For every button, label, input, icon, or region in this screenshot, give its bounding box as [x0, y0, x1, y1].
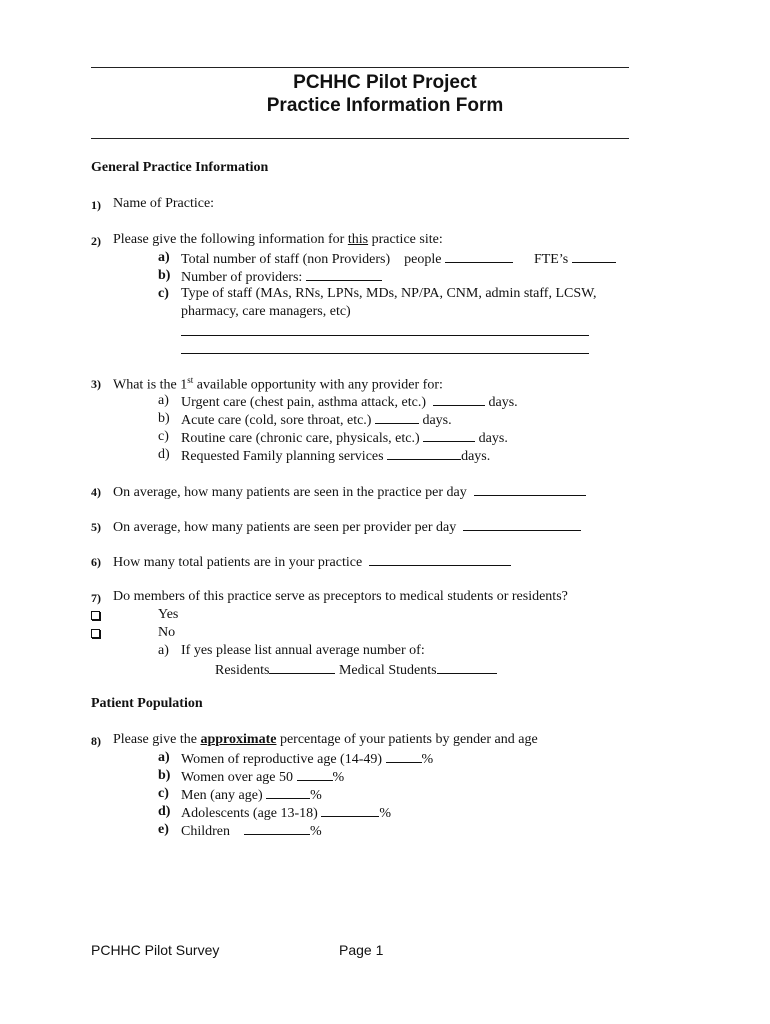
question-number: 2): [91, 234, 101, 248]
question-6-text: How many total patients are in your practice: [113, 553, 511, 571]
form-subtitle: Practice Information Form: [266, 95, 504, 116]
patients-per-provider-blank[interactable]: [463, 518, 581, 531]
emphasis-this: this: [347, 232, 369, 247]
children-blank[interactable]: [244, 822, 310, 835]
people-blank[interactable]: [445, 250, 513, 263]
no-label: No: [158, 625, 176, 640]
item-letter: a): [158, 643, 169, 658]
staff-type-answer-line-2[interactable]: [181, 353, 589, 354]
item-letter: c): [158, 429, 169, 444]
item-letter: b): [158, 411, 170, 426]
men-item: Men (any age) %: [181, 788, 322, 803]
question-number: 5): [91, 520, 101, 534]
header-rule-bottom: [91, 138, 629, 139]
family-planning-item: Requested Family planning services days.: [181, 449, 491, 464]
header-rule-top: [91, 67, 629, 68]
question-7-text: Do members of this practice serve as preceptors to medical students or residents?: [113, 589, 568, 604]
women-over-50-item: Women over age 50 %: [181, 770, 345, 785]
form-title: PCHHC Pilot Project: [293, 72, 477, 93]
women-reproductive-item: Women of reproductive age (14-49) %: [181, 752, 434, 767]
item-letter: e): [158, 822, 169, 837]
no-checkbox[interactable]: [91, 629, 100, 638]
acute-care-item: Acute care (cold, sore throat, etc.) days.: [181, 413, 452, 428]
item-letter: c): [158, 286, 169, 301]
children-item: Children %: [181, 824, 322, 839]
patients-per-day-blank[interactable]: [474, 483, 586, 496]
question-8-text: Please give the approximate percentage of your patients by gender and age: [113, 732, 538, 747]
question-number: 6): [91, 555, 101, 569]
footer-survey-name: PCHHC Pilot Survey: [91, 942, 220, 958]
acute-care-blank[interactable]: [375, 411, 419, 424]
medical-students-blank[interactable]: [437, 661, 497, 674]
family-planning-blank[interactable]: [387, 447, 461, 460]
question-3-text: What is the 1st available opportunity with any provider for:: [113, 375, 443, 393]
yes-checkbox[interactable]: [91, 611, 100, 620]
question-number: 4): [91, 485, 101, 499]
footer-page-number: Page 1: [339, 942, 384, 958]
preceptor-counts: Residents Medical Students: [215, 661, 497, 679]
urgent-care-blank[interactable]: [433, 393, 485, 406]
item-letter: d): [158, 804, 171, 819]
question-number: 3): [91, 377, 101, 391]
adolescents-item: Adolescents (age 13-18) %: [181, 806, 392, 821]
question-number: 1): [91, 198, 101, 212]
men-blank[interactable]: [266, 786, 310, 799]
emphasis-approximate: approximate: [200, 732, 277, 747]
fte-blank[interactable]: [572, 250, 616, 263]
staff-type-item-cont: pharmacy, care managers, etc): [181, 304, 351, 319]
residents-blank[interactable]: [269, 661, 335, 674]
yes-label: Yes: [158, 607, 179, 622]
women-reproductive-blank[interactable]: [386, 750, 422, 763]
section-heading-patient: Patient Population: [91, 696, 203, 711]
item-letter: a): [158, 750, 170, 765]
question-number: 8): [91, 734, 101, 748]
item-letter: d): [158, 447, 170, 462]
providers-count-item: Number of providers:: [181, 268, 382, 286]
providers-blank[interactable]: [306, 268, 382, 281]
urgent-care-item: Urgent care (chest pain, asthma attack, etc.) days.: [181, 395, 518, 410]
staff-type-answer-line-1[interactable]: [181, 335, 589, 336]
question-4-text: On average, how many patients are seen in the practice per day: [113, 483, 586, 501]
question-1-text: Name of Practice:: [113, 196, 215, 211]
question-5-text: On average, how many patients are seen per provider per day: [113, 518, 581, 536]
staff-count-item: Total number of staff (non Providers) people FTE’s: [181, 250, 616, 268]
item-letter: a): [158, 250, 170, 265]
question-number: 7): [91, 591, 101, 605]
item-letter: b): [158, 768, 171, 783]
item-letter: c): [158, 786, 169, 801]
staff-type-item: Type of staff (MAs, RNs, LPNs, MDs, NP/PA, CNM, admin staff, LCSW,: [181, 286, 597, 301]
routine-care-blank[interactable]: [423, 429, 475, 442]
total-patients-blank[interactable]: [369, 553, 511, 566]
item-letter: b): [158, 268, 171, 283]
item-letter: a): [158, 393, 169, 408]
section-heading-general: General Practice Information: [91, 160, 269, 175]
preceptor-followup-text: If yes please list annual average number of:: [181, 643, 425, 658]
adolescents-blank[interactable]: [321, 804, 379, 817]
question-2-text: Please give the following information for this practice site:: [113, 232, 443, 247]
routine-care-item: Routine care (chronic care, physicals, etc.) days.: [181, 431, 508, 446]
women-over-50-blank[interactable]: [297, 768, 333, 781]
